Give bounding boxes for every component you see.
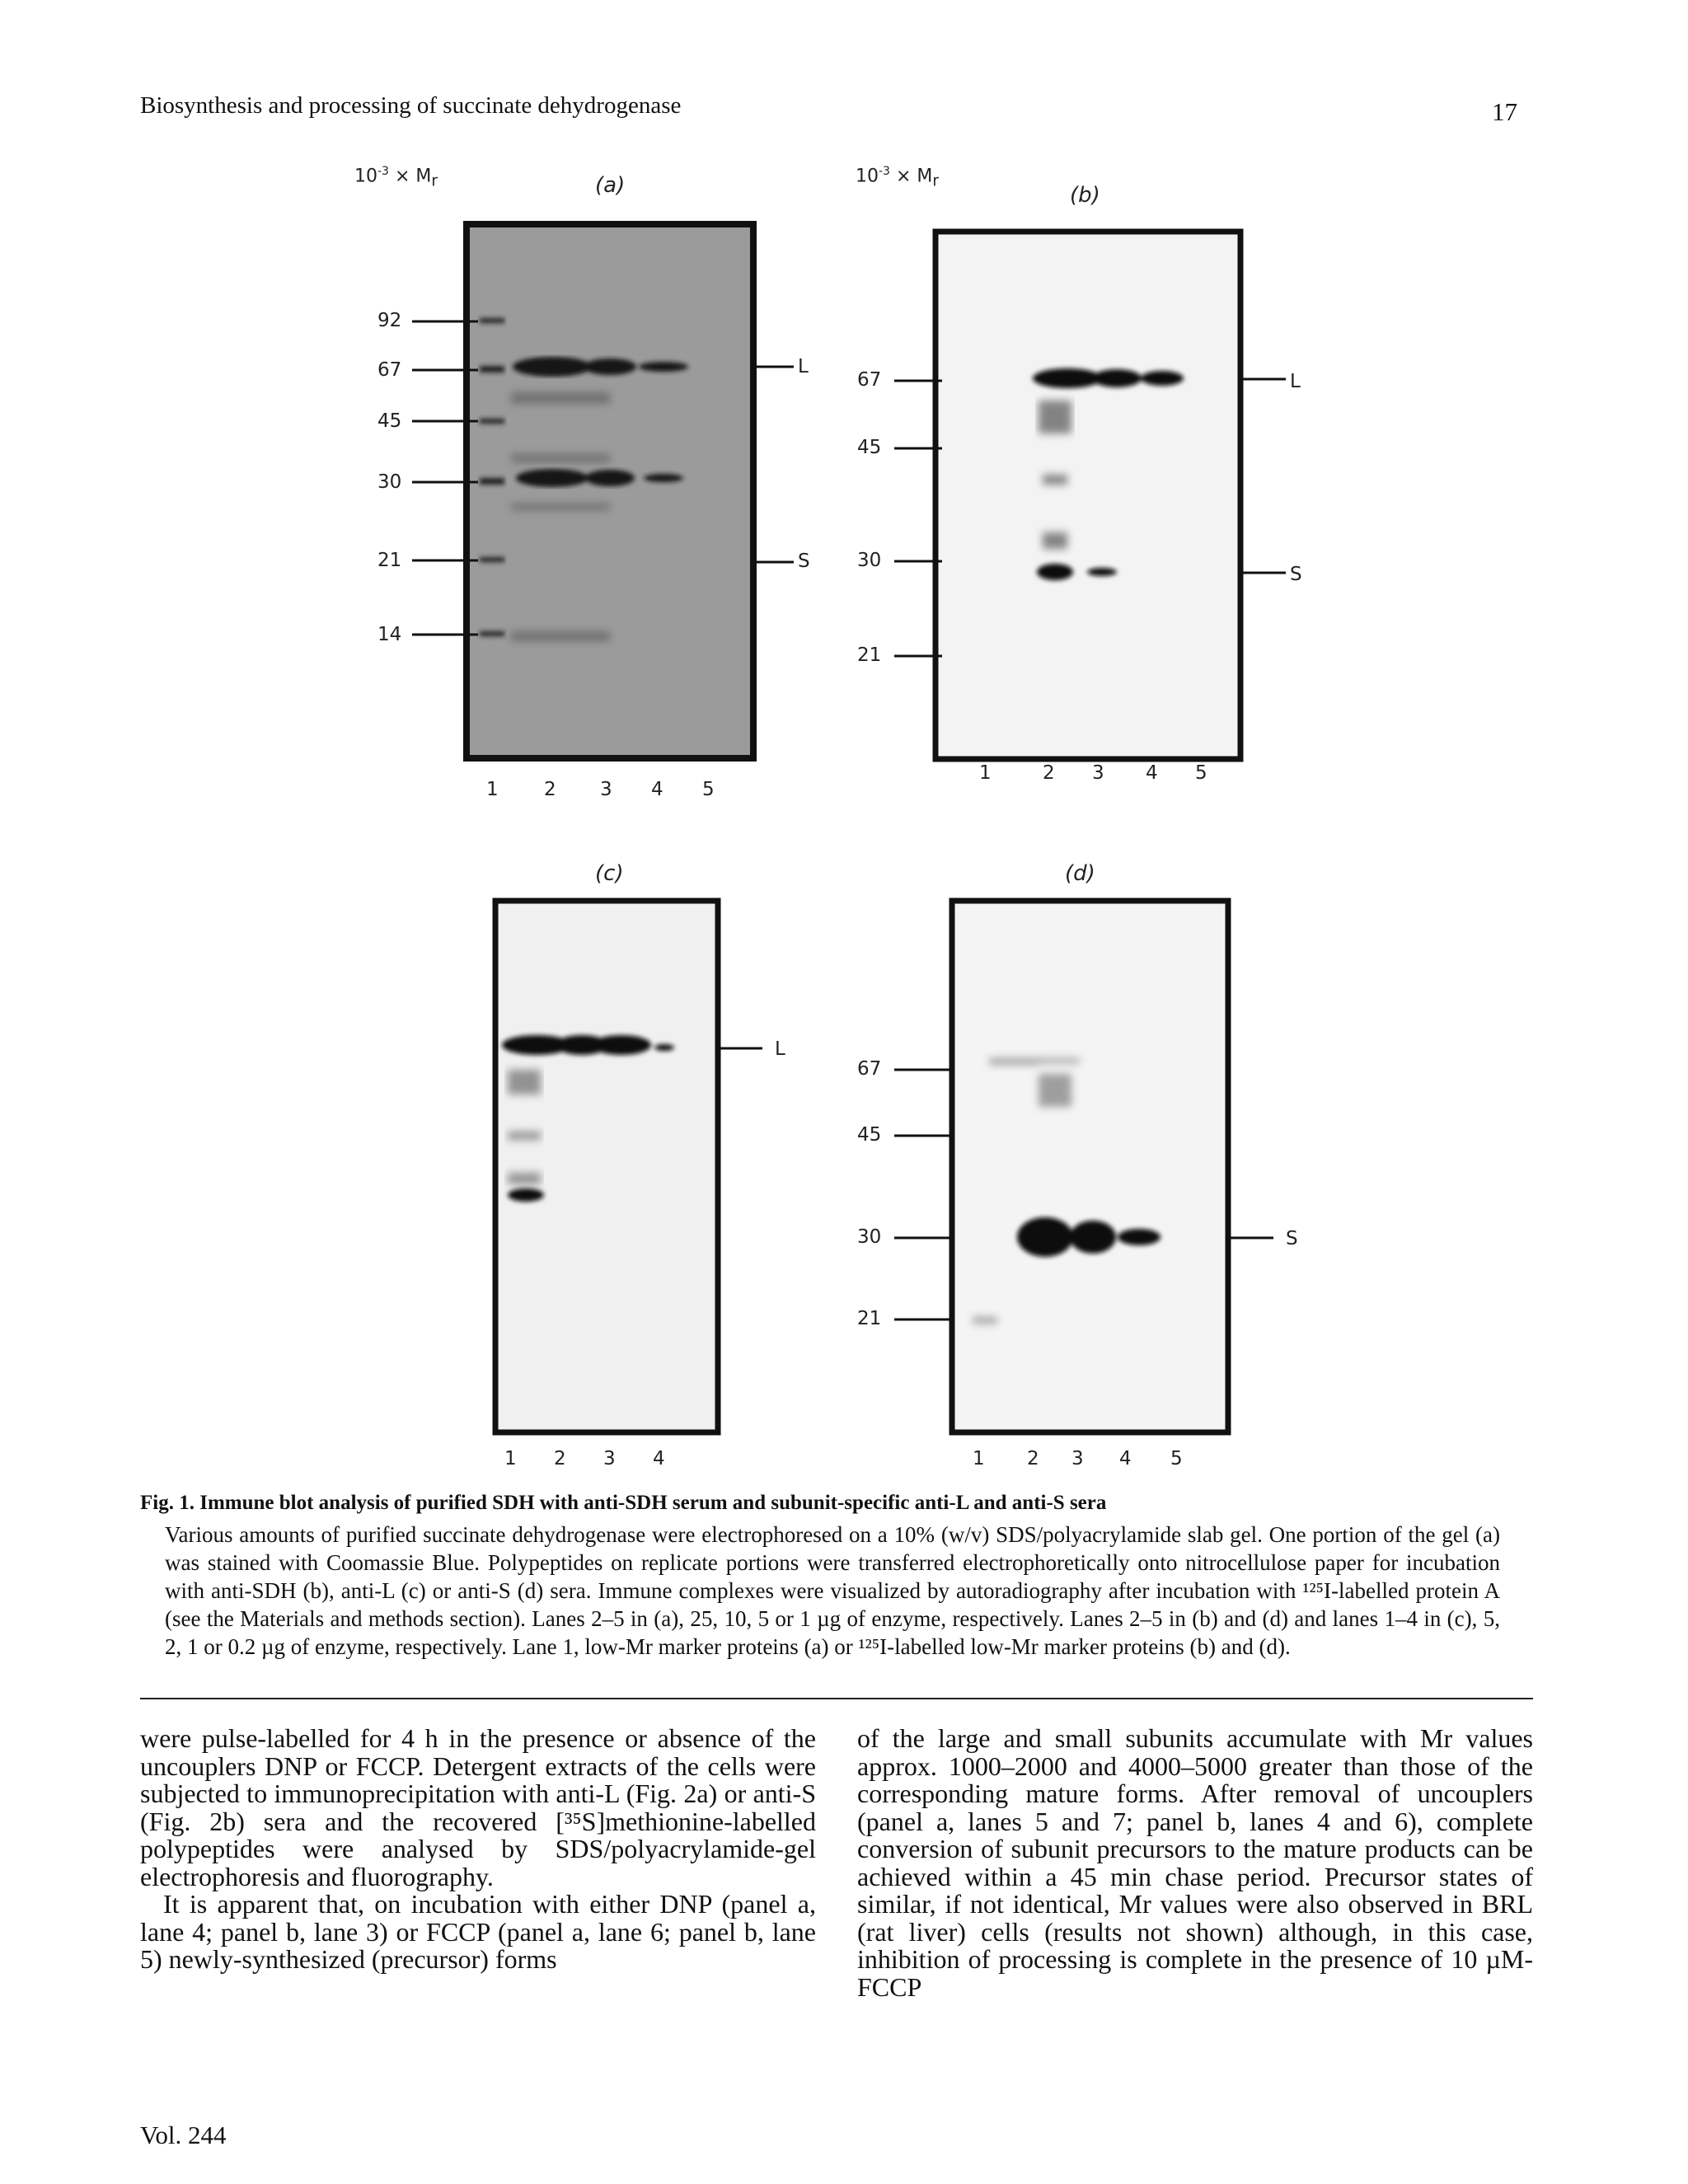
band-label-S: S (1290, 564, 1302, 585)
lane-number: 3 (603, 1448, 616, 1469)
band-label-S: S (1286, 1228, 1298, 1249)
lane-number: 5 (1195, 762, 1207, 784)
tick-label: 30 (857, 1226, 882, 1248)
tick-label: 45 (857, 1124, 882, 1146)
mr-sub: r (431, 172, 438, 190)
tick-label: 21 (377, 550, 402, 571)
figure-caption: Various amounts of purified succinate dehydrogenase were electrophoresed on a 10% (w/v) SDS/polyacrylamide slab gel. One portion of the gel (a) was stained with Coomassie Blue. Polypeptides on replicate portions were transferred electrophoretically onto nitrocellulose paper for incubation with anti-SDH (b), anti-L (c) or anti-S (d) sera. Immune complexes were visualized by autoradiography after incubation with ¹²⁵I-labelled protein A (see the Materials and methods section). Lanes 2–5 in (a), 25, 10, 5 or 1 µg of enzyme, respectively. Lanes 2–5 in (b) and (d) and lanes 1–4 in (c), 5, 2, 1 or 0.2 µg of enzyme, respectively. Lane 1, low-Mr marker proteins (a) or ¹²⁵I-labelled low-Mr marker proteins (b) and (d). (165, 1522, 1500, 1659)
gel-panel-b (931, 227, 1245, 763)
lane-number: 2 (554, 1448, 566, 1469)
lane-number: 3 (1092, 762, 1104, 784)
mr-exp: -3 (879, 165, 890, 178)
lane-number: 1 (504, 1448, 517, 1469)
figure-title: Fig. 1. Immune blot analysis of purified SDH with anti-SDH serum and subunit-specific anti-L and anti-S sera (140, 1492, 1107, 1514)
tick-label: 14 (377, 624, 402, 645)
body-column-right (857, 1725, 1533, 2001)
lane-number: 2 (1043, 762, 1055, 784)
panel-a-ticks (412, 219, 478, 763)
tick-label: 30 (857, 550, 882, 571)
panel-d-band-marker (1228, 1230, 1278, 1246)
lane-number: 2 (1027, 1448, 1039, 1469)
tick-label: 92 (377, 310, 402, 331)
running-title: Biosynthesis and processing of succinate dehydrogenase (140, 92, 682, 119)
lane-number: 5 (1170, 1448, 1183, 1469)
tick-label: 67 (857, 1058, 882, 1080)
band-label-S: S (798, 551, 810, 572)
lane-number: 1 (486, 779, 499, 800)
tick-label: 45 (377, 410, 402, 432)
lane-number: 2 (544, 779, 556, 800)
mr-exp: -3 (377, 165, 389, 178)
lane-number: 3 (1071, 1448, 1084, 1469)
panel-b-band-markers (1240, 371, 1290, 585)
tick-label: 67 (377, 359, 402, 381)
volume-footer: Vol. 244 (140, 2121, 227, 2149)
mr-axis-label-a (354, 165, 438, 190)
paragraph: of the large and small subunits accumulate with Mr values approx. 1000–2000 and 4000–5000 greater than those of the corresponding mature forms. After removal of uncouplers (panel a, lanes 5 and 7; panel b, lanes 4 and 6), complete conversion of subunit precursors to the mature products can be achieved within a 45 min chase period. Precursor states of similar, if not identical, Mr values were also observed in BRL (rat liver) cells (results not shown) although, in this case, inhibition of processing is complete in the presence of 10 µM-FCCP (857, 1723, 1533, 2002)
tick-label: 45 (857, 437, 882, 458)
panel-a-band-markers (754, 354, 795, 569)
tick-label: 21 (857, 644, 882, 666)
mr-prefix: 10 (856, 166, 879, 187)
gel-panel-a (462, 219, 758, 763)
panel-b-ticks (894, 227, 944, 689)
lane-number: 5 (702, 779, 715, 800)
mr-suffix: × M (388, 166, 432, 187)
panel-b-label: (b) (1070, 183, 1100, 208)
lane-number: 3 (600, 779, 612, 800)
tick-label: 67 (857, 369, 882, 391)
mr-prefix: 10 (354, 166, 377, 187)
lane-number: 1 (979, 762, 992, 784)
lane-number: 1 (973, 1448, 985, 1469)
panel-d-ticks (894, 897, 952, 1342)
tick-label: 30 (377, 471, 402, 493)
page-number: 17 (1492, 97, 1517, 126)
band-label-L: L (1290, 371, 1301, 392)
paragraph: It is apparent that, on incubation with either DNP (panel a, lane 4; panel b, lane 3) or FCCP (panel a, lane 6; panel b, lane 5) newly-synthesized (precursor) forms (140, 1889, 816, 1974)
band-label-L: L (798, 356, 809, 377)
lane-number: 4 (651, 779, 663, 800)
divider (140, 1698, 1533, 1699)
gel-panel-d (948, 897, 1232, 1436)
mr-sub: r (932, 172, 939, 190)
panel-d-label: (d) (1065, 861, 1095, 886)
paragraph: were pulse-labelled for 4 h in the presence or absence of the uncouplers DNP or FCCP. Detergent extracts of the cells were subjected to immunoprecipitation with anti-L (Fig. 2a) or anti-S (Fig. 2b) sera and the recovered [³⁵S]methionine-labelled polypeptides were analysed by SDS/polyacrylamide-gel electrophoresis and fluorography. (140, 1723, 816, 1891)
lane-number: 4 (1146, 762, 1158, 784)
panel-c-band-marker (717, 1040, 767, 1057)
mr-axis-label-b (856, 165, 939, 190)
tick-label: 21 (857, 1308, 882, 1329)
lane-number: 4 (653, 1448, 665, 1469)
panel-c-label: (c) (595, 861, 624, 886)
body-column-left (140, 1725, 816, 1974)
lane-number: 4 (1119, 1448, 1132, 1469)
panel-a-label: (a) (595, 173, 626, 198)
gel-panel-c (491, 897, 722, 1436)
band-label-L: L (775, 1038, 785, 1060)
mr-suffix: × M (889, 166, 933, 187)
